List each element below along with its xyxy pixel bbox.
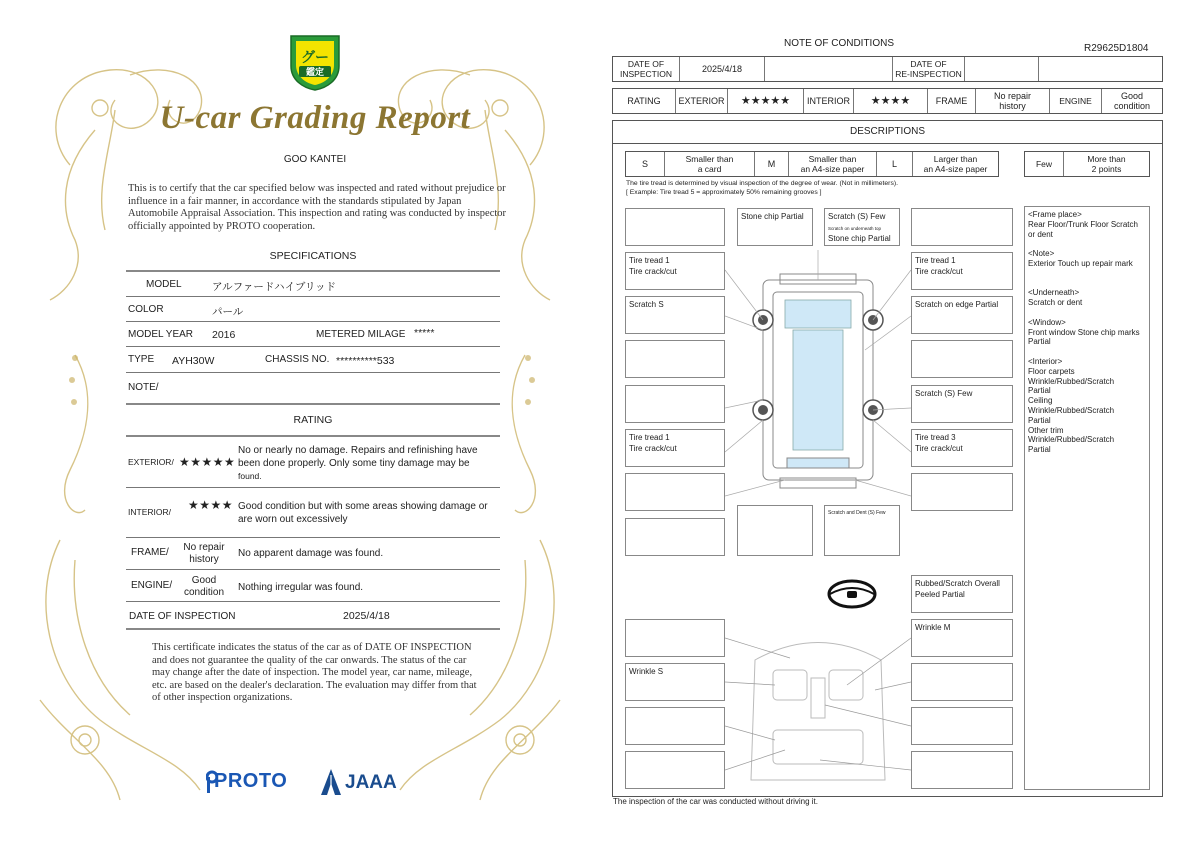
divider	[126, 435, 500, 437]
svg-text:グー: グー	[301, 50, 329, 66]
exterior-label: EXTERIOR/	[128, 457, 174, 467]
legend-few-code: Few	[1035, 159, 1053, 169]
date-of-inspection-value: 2025/4/18	[679, 57, 764, 81]
condition-list-item: or dent	[1028, 229, 1053, 239]
condition-list-item: Floor carpets	[1028, 366, 1075, 376]
condition-list-item	[1028, 308, 1148, 318]
exterior-note-box: Tire tread 1 Tire crack/cut	[625, 252, 725, 290]
exterior-note-box	[625, 340, 725, 378]
divider	[126, 296, 500, 297]
legend-s-code: S	[641, 159, 648, 169]
tire-tread-note: The tire tread is determined by visual inspection of the degree of wear. (Not in millimeters). [ Example: Tire tread 5 = approximately 50% remaining grooves ]	[626, 180, 898, 196]
interior-description: Good condition but with some areas showing damage or are worn out excessively	[238, 501, 488, 525]
interior-note-box	[911, 707, 1013, 745]
metered-milage-value: *****	[414, 327, 435, 339]
frame-value: No repair history	[183, 542, 225, 565]
condition-list-item: <Window>	[1028, 317, 1066, 327]
frame-description: No apparent damage was found.	[238, 548, 384, 559]
interior-note-box: Wrinkle M	[911, 619, 1013, 657]
condition-list-item: Wrinkle/Rubbed/Scratch	[1028, 435, 1115, 445]
engine-description: Nothing irregular was found.	[238, 582, 364, 593]
condition-list	[1028, 210, 1148, 455]
metered-milage-label: METERED MILAGE	[316, 329, 406, 340]
date-of-inspection-label: DATE OF INSPECTION	[129, 611, 236, 622]
legend-l-code: L	[876, 152, 912, 176]
condition-list-item: <Frame place>	[1028, 210, 1082, 219]
legend-few-text: More than 2 points	[1063, 152, 1149, 176]
color-value: パール	[212, 306, 244, 318]
exterior-note-box: Scratch on edge Partial	[911, 296, 1013, 334]
exterior-note-box: Scratch (S) Few	[911, 385, 1013, 423]
exterior-stars: ★★★★★	[179, 455, 236, 469]
divider	[126, 321, 500, 322]
interior-note-box: Wrinkle S	[625, 663, 725, 701]
exterior-note-box	[911, 340, 1013, 378]
engine-label: ENGINE/	[131, 580, 173, 591]
legend-m-code: M	[754, 152, 788, 176]
date-of-reinspection-label: DATE OF RE-INSPECTION	[892, 57, 964, 81]
condition-list-item	[1028, 279, 1148, 289]
interior-label: INTERIOR	[803, 89, 853, 113]
chassis-value: **********533	[336, 355, 395, 367]
frame-value: No repair history	[975, 89, 1049, 113]
engine-label: ENGINE	[1049, 89, 1101, 113]
condition-list-item: Rear Floor/Trunk Floor Scratch	[1028, 219, 1138, 229]
certificate-footer: This certificate indicates the status of the car as of DATE OF INSPECTION and does not guarantee the quality of the car onwards. The status of the car may change after the date of inspection. The model year, car name, mileage, etc. are based on the dealer's declaration. The evaluation may differ from that of other inspection organizations.	[152, 642, 477, 704]
empty-cell	[1038, 57, 1162, 81]
type-label: TYPE	[128, 354, 155, 365]
interior-note-box	[625, 707, 725, 745]
type-value: AYH30W	[172, 355, 215, 367]
condition-list-item: Partial	[1028, 445, 1051, 455]
condition-list-item	[1028, 269, 1148, 279]
date-of-reinspection-value	[964, 57, 1038, 81]
model-year-value: 2016	[212, 329, 236, 341]
condition-list-item: Front window Stone chip marks	[1028, 327, 1140, 337]
note-label: NOTE/	[128, 382, 159, 393]
frame-label: FRAME/	[131, 547, 169, 558]
divider	[126, 537, 500, 538]
ratings-row	[612, 88, 1163, 114]
condition-list-item: Partial	[1028, 415, 1051, 425]
condition-list-item: <Underneath>	[1028, 288, 1080, 298]
exterior-note-box	[625, 208, 725, 246]
rating-heading: RATING	[293, 414, 333, 426]
legend-l-text: Larger than an A4-size paper	[912, 152, 998, 176]
car-exterior-diagram	[725, 250, 911, 540]
report-title: U-car Grading Report	[159, 100, 471, 136]
exterior-label: EXTERIOR	[675, 89, 727, 113]
condition-list-item: Partial	[1028, 386, 1051, 396]
divider	[126, 372, 500, 373]
jaaa-logo-icon	[320, 768, 342, 796]
condition-list-item: Other trim	[1028, 425, 1064, 435]
exterior-note-box: Scratch (S) Few Scratch on underneath top Stone chip Partial	[824, 208, 900, 246]
inspection-dates-row	[612, 56, 1163, 82]
report-subtitle: GOO KANTEI	[283, 154, 347, 165]
exterior-note-box	[911, 473, 1013, 511]
note-of-conditions	[600, 0, 1200, 848]
model-label: MODEL	[146, 279, 182, 290]
proto-logo: PROTO	[214, 770, 288, 792]
descriptions-heading: DESCRIPTIONS	[612, 120, 1163, 144]
interior-stars: ★★★★	[188, 498, 234, 512]
divider	[126, 601, 500, 602]
few-legend	[1024, 151, 1150, 177]
date-of-inspection-value: 2025/4/18	[343, 610, 390, 622]
exterior-note-box: Tire tread 3 Tire crack/cut	[911, 429, 1013, 467]
interior-label: INTERIOR/	[128, 507, 171, 517]
condition-list-item: <Note>	[1028, 249, 1055, 259]
divider	[126, 346, 500, 347]
exterior-stars: ★★★★★	[727, 89, 803, 113]
car-interior-diagram	[725, 630, 911, 790]
interior-note-box	[625, 751, 725, 789]
damage-size-legend	[625, 151, 999, 177]
divider	[126, 628, 500, 630]
exterior-note-box: Tire tread 1 Tire crack/cut	[625, 429, 725, 467]
exterior-note-box: Scratch S	[625, 296, 725, 334]
steering-wheel-icon	[826, 578, 878, 610]
empty-cell	[764, 57, 892, 81]
interior-note-box	[625, 619, 725, 657]
condition-list-item: Wrinkle/Rubbed/Scratch	[1028, 405, 1115, 415]
engine-value: Good condition	[183, 575, 225, 598]
svg-text:鑑定: 鑑定	[305, 68, 325, 78]
condition-list-item: <Interior>	[1028, 356, 1063, 366]
condition-list-item: Partial	[1028, 337, 1051, 347]
notes-heading: NOTE OF CONDITIONS	[784, 38, 894, 49]
report-id: R29625D1804	[1084, 43, 1149, 54]
inspection-footer-note: The inspection of the car was conducted without driving it.	[613, 797, 818, 806]
interior-stars: ★★★★	[853, 89, 927, 113]
divider	[126, 403, 500, 405]
model-value: アルファードハイブリッド	[212, 281, 337, 293]
condition-list-item: Scratch or dent	[1028, 298, 1083, 308]
condition-list-item: Exterior Touch up repair mark	[1028, 258, 1133, 268]
exterior-note-box: Scratch and Dent (S) Few	[824, 505, 900, 556]
divider	[126, 270, 500, 272]
exterior-description: No or nearly no damage. Repairs and refinishing have been done properly. Only some tiny damage may be found.	[238, 445, 478, 481]
color-label: COLOR	[128, 304, 164, 315]
exterior-note-box	[625, 385, 725, 423]
interior-note-box	[911, 751, 1013, 789]
condition-list-item	[1028, 347, 1148, 357]
chassis-label: CHASSIS NO.	[265, 354, 330, 365]
model-year-label: MODEL YEAR	[128, 329, 194, 340]
exterior-note-box: Tire tread 1 Tire crack/cut	[911, 252, 1013, 290]
legend-s-text: Smaller than a card	[664, 152, 754, 176]
interior-note-box	[911, 663, 1013, 701]
exterior-note-box: Stone chip Partial	[737, 208, 813, 246]
goo-kantei-badge-icon	[287, 32, 343, 92]
legend-m-text: Smaller than an A4-size paper	[788, 152, 876, 176]
interior-note-box: Rubbed/Scratch Overall Peeled Partial	[911, 575, 1013, 613]
divider	[126, 569, 500, 570]
certificate-intro: This is to certify that the car specified below was inspected and rated without prejudice or influence in a fair manner, in accordance with the standards stipulated by Japan Automobile Appraisal Association. This inspection and rating was conducted by inspector officially appointed by PROTO cooperation.	[128, 183, 507, 232]
exterior-note-box	[911, 208, 1013, 246]
condition-list-item: Ceiling	[1028, 396, 1053, 406]
exterior-note-box	[625, 518, 725, 556]
condition-list-item: Wrinkle/Rubbed/Scratch	[1028, 376, 1115, 386]
divider	[126, 487, 500, 488]
date-of-inspection-label: DATE OF INSPECTION	[620, 59, 672, 79]
exterior-note-box	[625, 473, 725, 511]
frame-label: FRAME	[927, 89, 975, 113]
engine-value: Good condition	[1101, 89, 1162, 113]
rating-label: RATING	[627, 96, 661, 106]
condition-list-item	[1028, 239, 1148, 249]
jaaa-logo: JAAA	[345, 772, 397, 793]
specifications-heading: SPECIFICATIONS	[269, 250, 357, 262]
